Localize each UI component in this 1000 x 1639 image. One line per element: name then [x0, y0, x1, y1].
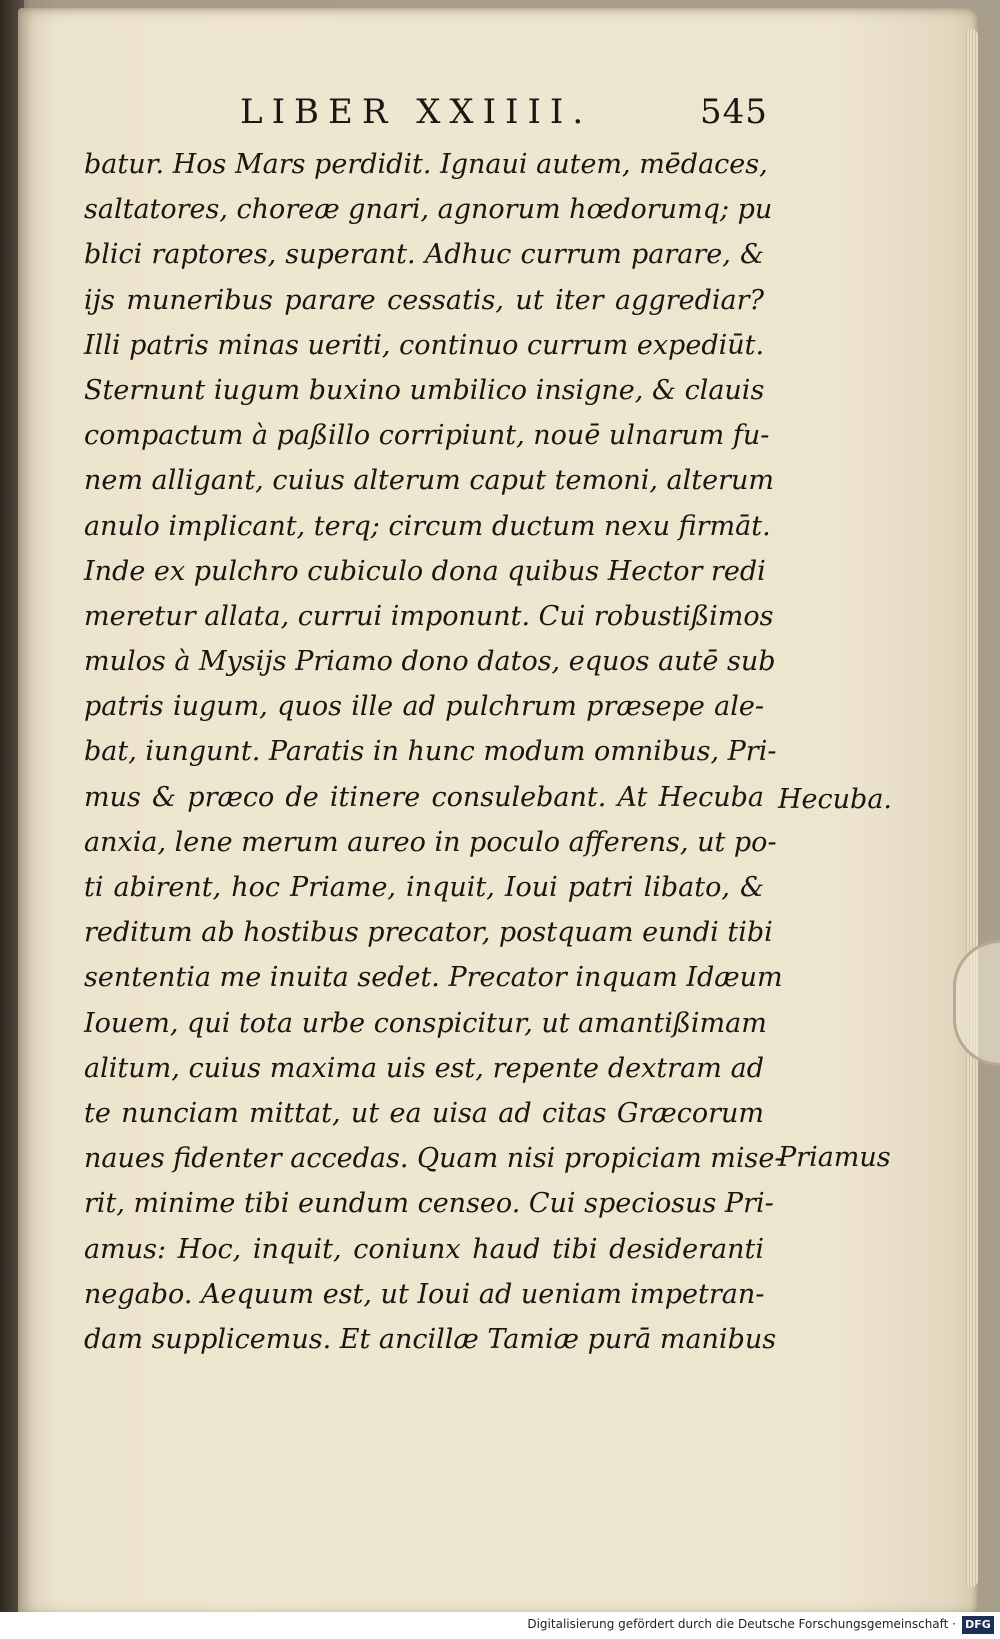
text-line: ti abirent, hoc Priame, inquit, Ioui patri libato, & — [84, 872, 764, 903]
text-line: bat, iungunt. Paratis in hunc modum omnibus, Pri- — [84, 736, 777, 768]
text-line: meretur allata, currui imponunt. Cui robustißimos — [84, 600, 774, 632]
page-number: 545 — [700, 92, 768, 132]
main-text — [84, 142, 784, 1362]
text-line: alitum, cuius maxima uis est, repente dextram ad — [84, 1052, 764, 1084]
running-head: LIBER XXIIII. — [240, 92, 593, 132]
page-fore-edge — [966, 28, 978, 1588]
digitization-footer — [0, 1612, 1000, 1639]
text-line: naues fidenter accedas. Quam nisi propiciam mise- — [84, 1143, 784, 1175]
text-line: Inde ex pulchro cubiculo dona quibus Hector redi — [84, 555, 766, 587]
dfg-logo: DFG — [962, 1616, 994, 1634]
text-line: anxia, lene merum aureo in poculo afferens, ut po- — [84, 826, 777, 858]
page-header — [240, 92, 780, 140]
text-line: mulos à Mysijs Priamo dono datos, equos autē sub — [84, 646, 776, 678]
text-line: sententia me inuita sedet. Precator inquam Idæum — [84, 962, 783, 994]
text-line: te nunciam mittat, ut ea uisa ad citas Græcorum — [84, 1097, 764, 1129]
text-line: amus: Hoc, inquit, coniunx haud tibi desideranti — [84, 1233, 764, 1265]
text-line: mus & præco de itinere consulebant. At Hecuba — [84, 781, 764, 813]
text-line: anulo implicant, terq; circum ductum nexu firmāt. — [84, 510, 771, 542]
text-line: dam supplicemus. Et ancillæ Tamiæ purā manibus — [84, 1323, 777, 1355]
text-line: Sternunt iugum buxino umbilico insigne, & clauis — [84, 374, 765, 406]
marginal-note-hecuba: Hecuba. — [778, 784, 892, 815]
text-line: batur. Hos Mars perdidit. Ignaui autem, mēdaces, — [84, 149, 768, 180]
text-line: nem alligant, cuius alterum caput temoni, alterum — [84, 465, 775, 497]
text-line: ijs muneribus parare cessatis, ut iter aggrediar? — [84, 284, 764, 316]
text-line: patris iugum, quos ille ad pulchrum præsepe ale- — [84, 691, 764, 723]
text-line: Illi patris minas ueriti, continuo currum expediūt. — [84, 329, 765, 361]
funding-credit: Digitalisierung gefördert durch die Deutsche Forschungsgemeinschaft · — [527, 1617, 956, 1631]
text-line: Iouem, qui tota urbe conspicitur, ut amantißimam — [84, 1007, 767, 1039]
marginal-note-priamus: Priamus — [778, 1142, 891, 1173]
text-line: compactum à paßillo corripiunt, nouē ulnarum fu- — [84, 420, 770, 452]
text-line: saltatores, choreæ gnari, agnorum hœdorumq; pu — [84, 194, 773, 226]
text-line: reditum ab hostibus precator, postquam eundi tibi — [84, 917, 773, 949]
text-line: blici raptores, superant. Adhuc currum parare, & — [84, 239, 764, 271]
text-line: negabo. Aequum est, ut Ioui ad ueniam impetran- — [84, 1278, 765, 1310]
text-line: rit, minime tibi eundum censeo. Cui speciosus Pri- — [84, 1188, 774, 1220]
